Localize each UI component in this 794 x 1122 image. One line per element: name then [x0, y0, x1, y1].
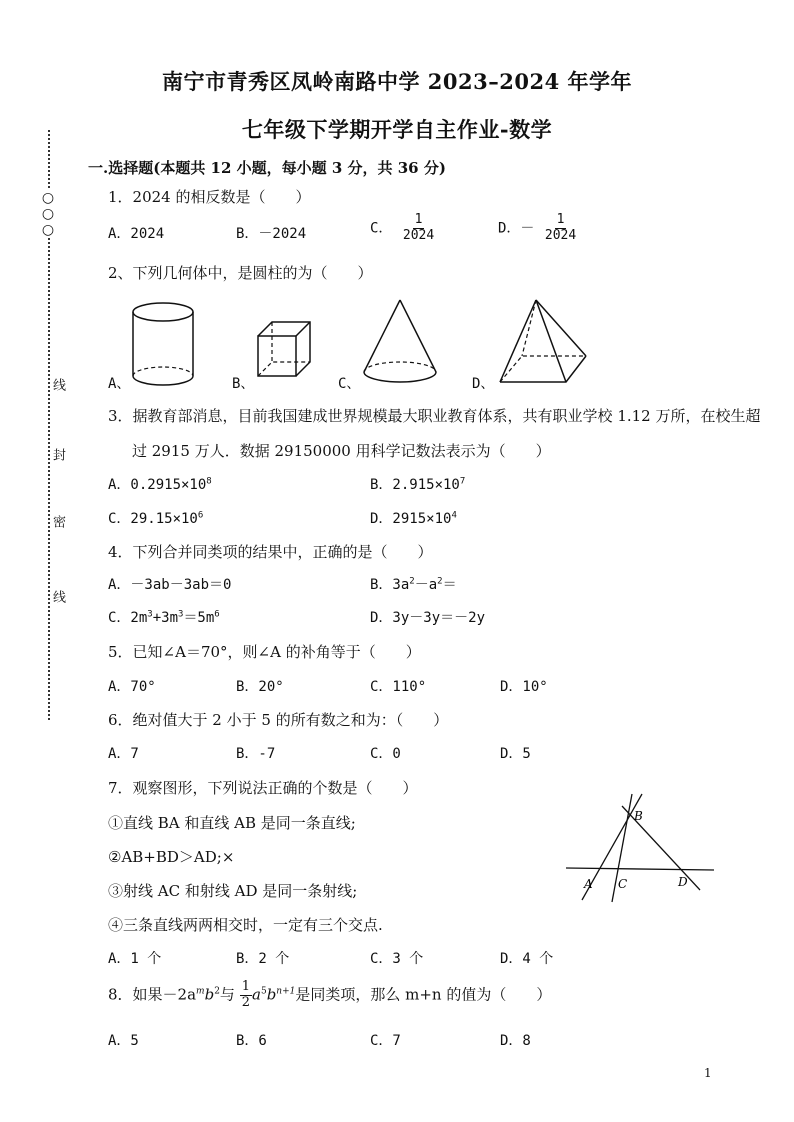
q8-a: a	[252, 985, 261, 1004]
q4-b-exp2: 2	[437, 576, 443, 587]
q1-option-b: B．－2024	[236, 226, 307, 242]
question-3-stem-line1: 3．据教育部消息，目前我国建成世界规模最大职业教育体系，共有职业学校 1.12 万所，在校生超	[108, 407, 761, 425]
q4-c-exp1: 3	[147, 609, 153, 620]
q3-option-d	[370, 508, 457, 528]
page-number: 1	[704, 1066, 712, 1080]
q6-option-d: D．5	[500, 746, 531, 762]
label-c: C	[618, 877, 628, 891]
cylinder-icon	[128, 300, 198, 390]
fraction-numerator: 1	[241, 979, 250, 994]
q7-statement-4: ④三条直线两两相交时，一定有三个交点.	[108, 916, 383, 934]
binding-margin	[30, 130, 70, 720]
q3-option-a-text: A．0.2915×10	[108, 477, 207, 493]
q4-b-exp1: 2	[409, 576, 415, 587]
q8-option-c: C．7	[370, 1033, 401, 1049]
margin-circles: ○○○	[40, 190, 56, 238]
q4-b-part3: ＝	[442, 577, 457, 593]
margin-mark-2: 封	[50, 448, 65, 461]
q8-option-b: B．6	[236, 1033, 267, 1049]
q6-option-c: C．0	[370, 746, 401, 762]
q6-option-a: A．7	[108, 746, 139, 762]
q4-c-part3: ＝5m	[183, 610, 215, 626]
q8-exp3: 5	[260, 986, 267, 997]
q8-option-d: D．8	[500, 1033, 531, 1049]
q8-fraction	[240, 980, 252, 1011]
q4-b-part1: B．3a	[370, 577, 410, 593]
q3-option-d-exponent: 4	[451, 510, 457, 521]
q8-exp2: 2	[214, 986, 220, 997]
margin-mark-4: 线	[50, 590, 65, 603]
question-7-stem: 7．观察图形，下列说法正确的个数是（ ）	[108, 779, 418, 797]
label-d: D	[678, 875, 688, 889]
q3-option-a	[108, 474, 212, 494]
q4-c-part2: +3m	[152, 610, 179, 626]
q5-option-c: C．110°	[370, 679, 427, 695]
question-4-stem: 4．下列合并同类项的结果中，正确的是（ ）	[108, 543, 433, 561]
q1-option-a: A．2024	[108, 226, 165, 242]
q3-option-c	[108, 508, 203, 528]
q1-option-c-label: C．	[370, 220, 393, 237]
q4-option-c	[108, 607, 220, 627]
q7-option-a: A．1 个	[108, 951, 162, 967]
q7-statement-1: ①直线 BA 和直线 AB 是同一条直线;	[108, 814, 356, 832]
q1-option-c-fraction	[401, 213, 436, 244]
q8-exp1: m	[196, 986, 205, 997]
q7-option-d: D．4 个	[500, 951, 554, 967]
q1-option-c	[370, 213, 436, 244]
q8-stem-mid: 与	[219, 985, 235, 1004]
question-6-stem: 6．绝对值大于 2 小于 5 的所有数之和为：（ ）	[108, 711, 449, 729]
q8-exp4: n+1	[276, 986, 296, 997]
fraction-numerator: 1	[556, 212, 565, 227]
q3-option-b-exponent: 7	[459, 476, 466, 487]
q4-b-part2: －a	[414, 577, 438, 593]
cone-icon	[358, 296, 442, 388]
q8-b: b	[204, 985, 215, 1004]
question-3-stem-line2: 过 2915 万人．数据 29150000 用科学记数法表示为（ ）	[132, 442, 551, 460]
q5-option-b: B．20°	[236, 679, 284, 695]
q5-option-a: A．70°	[108, 679, 156, 695]
fraction-denominator: 2024	[402, 227, 435, 243]
q1-option-d-fraction	[543, 213, 578, 244]
q3-option-a-exponent: 8	[206, 476, 212, 487]
q4-c-exp2: 3	[178, 609, 184, 620]
q4-c-exp3: 6	[214, 609, 220, 620]
q2-option-d: D、	[472, 376, 495, 392]
section-heading: 一.选择题(本题共 12 小题，每小题 3 分，共 36 分)	[88, 159, 446, 177]
margin-mark-1: 线	[50, 378, 65, 391]
q7-option-b: B．2 个	[236, 951, 290, 967]
q3-option-b	[370, 474, 465, 494]
q2-option-c: C、	[338, 376, 361, 392]
question-5-stem: 5．已知∠A＝70°，则∠A 的补角等于（ ）	[108, 643, 421, 661]
label-a: A	[584, 877, 593, 891]
fraction-numerator: 1	[414, 212, 423, 227]
q4-option-b	[370, 574, 457, 594]
q1-option-d-label: D．－	[498, 220, 535, 237]
question-1-stem: 1．2024 的相反数是（ ）	[108, 188, 311, 206]
q8-b2: b	[266, 985, 277, 1004]
q4-option-a: A．－3ab－3ab＝0	[108, 577, 232, 593]
document-title: 南宁市青秀区凤岭南路中学 2023–2024 年学年	[161, 69, 632, 94]
q1-option-d	[498, 213, 578, 244]
q6-option-b: B．-7	[236, 746, 276, 762]
margin-mark-3: 密	[50, 515, 65, 528]
q3-option-d-text: D．2915×10	[370, 511, 452, 527]
cube-icon	[254, 318, 314, 380]
q3-option-c-text: C．29.15×10	[108, 511, 198, 527]
q3-option-b-text: B．2.915×10	[370, 477, 460, 493]
label-b: B	[634, 809, 643, 823]
q7-statement-3: ③射线 AC 和射线 AD 是同一条射线;	[108, 882, 358, 900]
document-subtitle: 七年级下学期开学自主作业-数学	[241, 117, 553, 142]
q3-option-c-exponent: 6	[197, 510, 204, 521]
q8-stem-post: 是同类项，那么 m+n 的值为（ ）	[295, 985, 552, 1004]
fraction-denominator: 2	[241, 994, 250, 1010]
q7-statement-2: ②AB+BD＞AD;×	[108, 848, 235, 866]
q4-c-part1: C．2m	[108, 610, 148, 626]
q7-lines-figure	[560, 792, 720, 904]
fraction-denominator: 2024	[544, 227, 577, 243]
q5-option-d: D．10°	[500, 679, 548, 695]
q7-option-c: C．3 个	[370, 951, 424, 967]
q4-option-d: D．3y－3y＝－2y	[370, 610, 486, 626]
pyramid-icon	[496, 296, 592, 388]
q2-option-a: A、	[108, 376, 131, 392]
q8-stem-pre: 8．如果－2a	[108, 985, 197, 1004]
question-2-stem: 2、下列几何体中，是圆柱的为（ ）	[108, 264, 373, 282]
q8-option-a: A．5	[108, 1033, 139, 1049]
q2-option-b: B、	[232, 376, 255, 392]
question-8-stem	[108, 980, 551, 1011]
